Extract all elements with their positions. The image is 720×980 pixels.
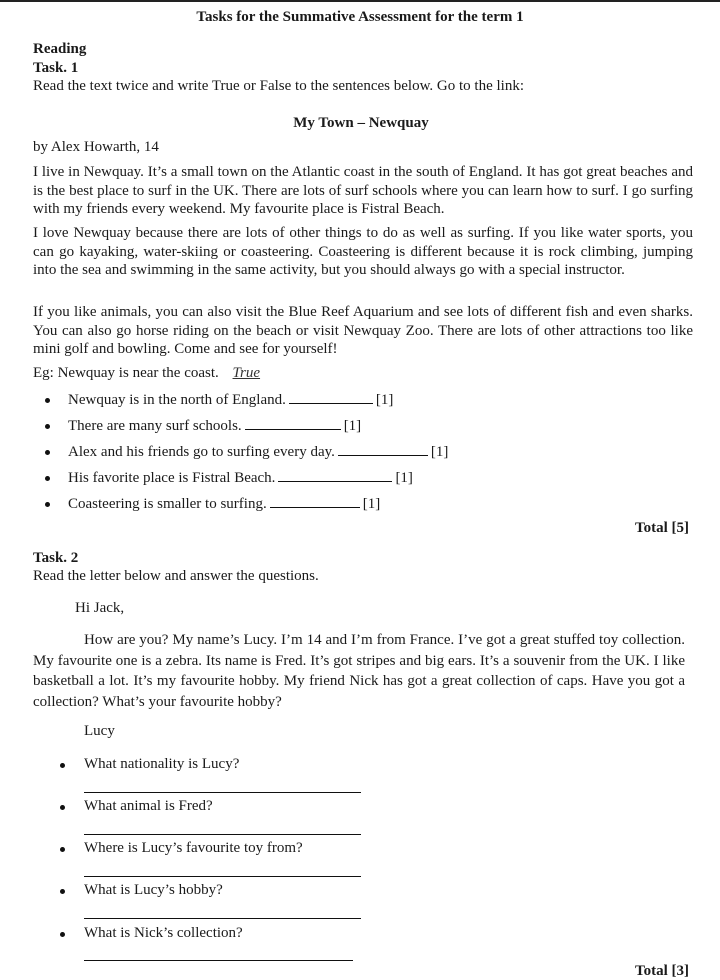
section-heading: Reading xyxy=(33,41,87,57)
answer-line[interactable] xyxy=(84,960,353,961)
statement-mark: [1] xyxy=(375,392,394,408)
letter-signature: Lucy xyxy=(84,723,115,739)
statement-text: There are many surf schools. xyxy=(68,418,242,434)
answer-line[interactable] xyxy=(84,918,361,919)
question-text: What is Nick’s collection? xyxy=(84,925,243,941)
bullet-icon xyxy=(60,889,65,894)
statement-mark: [1] xyxy=(343,418,362,434)
top-border xyxy=(0,0,720,2)
answer-blank[interactable] xyxy=(270,495,360,508)
bullet-icon xyxy=(45,424,50,429)
task2-total: Total [3] xyxy=(634,963,689,979)
story-title: My Town – Newquay xyxy=(293,115,429,131)
letter-body: How are you? My name’s Lucy. I’m 14 and I’m from France. I’ve got a great stuffed toy collection. My favourite one is a zebra. Its name is Fred. It’s got stripes and big ears. It’s a souvenir from the UK. I like basketball a lot. It’s my favourite hobby. My friend Nick has got a great collection of caps. Have you got a collection? What’s your favourite hobby? xyxy=(33,632,685,710)
document-title: Tasks for the Summative Assessment for the term 1 xyxy=(196,9,524,25)
example-line xyxy=(33,365,260,382)
task2-instruction: Read the letter below and answer the questions. xyxy=(33,568,319,584)
question-text: What animal is Fred? xyxy=(84,798,213,814)
bullet-icon xyxy=(45,398,50,403)
bullet-icon xyxy=(45,476,50,481)
task2-heading: Task. 2 xyxy=(33,550,79,566)
bullet-icon xyxy=(45,502,50,507)
question-text: What nationality is Lucy? xyxy=(84,756,240,772)
statement-item xyxy=(68,469,413,487)
statement-item xyxy=(68,391,393,409)
statement-item xyxy=(68,443,448,461)
question-text: What is Lucy’s hobby? xyxy=(84,882,223,898)
example-statement: Eg: Newquay is near the coast. xyxy=(33,365,219,381)
statement-text: His favorite place is Fistral Beach. xyxy=(68,470,276,486)
bullet-icon xyxy=(60,763,65,768)
answer-blank[interactable] xyxy=(245,417,341,430)
example-answer: True xyxy=(232,365,261,381)
story-paragraph: I love Newquay because there are lots of other things to do as well as surfing. If you like water sports, you can go kayaking, water-skiing or coasteering. Coasteering is different because it is rock climbing, jumping into the sea and swimming in the same activity, but you should always go with a special instructor. xyxy=(33,225,693,279)
task1-total: Total [5] xyxy=(634,520,689,536)
statement-item xyxy=(68,417,361,435)
statement-text: Alex and his friends go to surfing every day. xyxy=(68,444,335,460)
bullet-icon xyxy=(45,450,50,455)
bullet-icon xyxy=(60,847,65,852)
answer-line[interactable] xyxy=(84,834,361,835)
answer-line[interactable] xyxy=(84,792,361,793)
answer-blank[interactable] xyxy=(289,391,373,404)
statement-mark: [1] xyxy=(362,496,381,512)
story-paragraph: I live in Newquay. It’s a small town on the Atlantic coast in the south of England. It has got great beaches and is the best place to surf in the UK. There are lots of surf schools where you can learn how to surf. I go surfing with my friends every weekend. My favourite place is Fistral Beach. xyxy=(33,164,693,218)
task1-heading: Task. 1 xyxy=(33,60,79,76)
answer-blank[interactable] xyxy=(338,443,428,456)
bullet-icon xyxy=(60,932,65,937)
question-text: Where is Lucy’s favourite toy from? xyxy=(84,840,303,856)
story-author: by Alex Howarth, 14 xyxy=(33,139,159,155)
letter-greeting: Hi Jack, xyxy=(75,600,125,616)
task1-instruction: Read the text twice and write True or False to the sentences below. Go to the link: xyxy=(33,78,525,94)
answer-blank[interactable] xyxy=(278,469,392,482)
statement-text: Newquay is in the north of England. xyxy=(68,392,286,408)
statement-mark: [1] xyxy=(395,470,413,486)
statement-text: Coasteering is smaller to surfing. xyxy=(68,496,267,512)
bullet-icon xyxy=(60,805,65,810)
statement-mark: [1] xyxy=(430,444,449,460)
story-paragraph: If you like animals, you can also visit the Blue Reef Aquarium and see lots of different fish and even sharks. You can also go horse riding on the beach or visit Newquay Zoo. There are lots of other attractions too like mini golf and bowling. Come and see for yourself! xyxy=(33,304,693,358)
statement-item xyxy=(68,495,380,513)
answer-line[interactable] xyxy=(84,876,361,877)
